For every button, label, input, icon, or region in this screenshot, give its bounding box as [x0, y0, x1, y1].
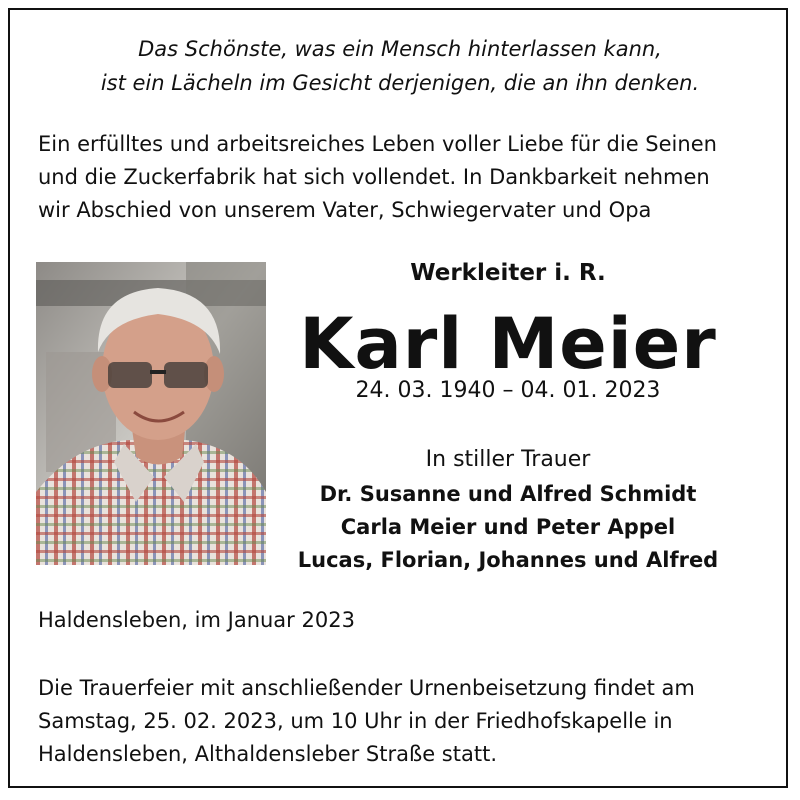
deceased-title: Werkleiter i. R.: [410, 260, 606, 286]
ceremony-line-2: Samstag, 25. 02. 2023, um 10 Uhr in der Friedhofskapelle in: [38, 709, 673, 733]
place-date: Haldensleben, im Januar 2023: [38, 608, 355, 632]
intro-line-2: und die Zuckerfabrik hat sich vollendet. In Dankbarkeit nehmen: [38, 165, 710, 189]
deceased-name: Karl Meier: [299, 303, 717, 385]
quote-line-1: Das Schönste, was ein Mensch hinterlassen kann,: [138, 37, 662, 61]
mourner-line: Dr. Susanne und Alfred Schmidt: [319, 482, 697, 506]
intro-line-1: Ein erfülltes und arbeitsreiches Leben voller Liebe für die Seinen: [38, 132, 717, 156]
life-dates: 24. 03. 1940 – 04. 01. 2023: [355, 378, 661, 403]
quote-line-2: ist ein Lächeln im Gesicht derjenigen, die an ihn denken.: [100, 71, 700, 95]
mourner-line: Carla Meier und Peter Appel: [340, 515, 676, 539]
mourning-label: In stiller Trauer: [425, 447, 591, 472]
ceremony-line-1: Die Trauerfeier mit anschließender Urnenbeisetzung findet am: [38, 676, 695, 700]
portrait-photo: [36, 262, 266, 565]
intro-line-3: wir Abschied von unserem Vater, Schwiegervater und Opa: [38, 198, 652, 222]
mourner-line: Lucas, Florian, Johannes und Alfred: [297, 548, 719, 572]
ceremony-line-3: Haldensleben, Althaldensleber Straße statt.: [38, 742, 497, 766]
